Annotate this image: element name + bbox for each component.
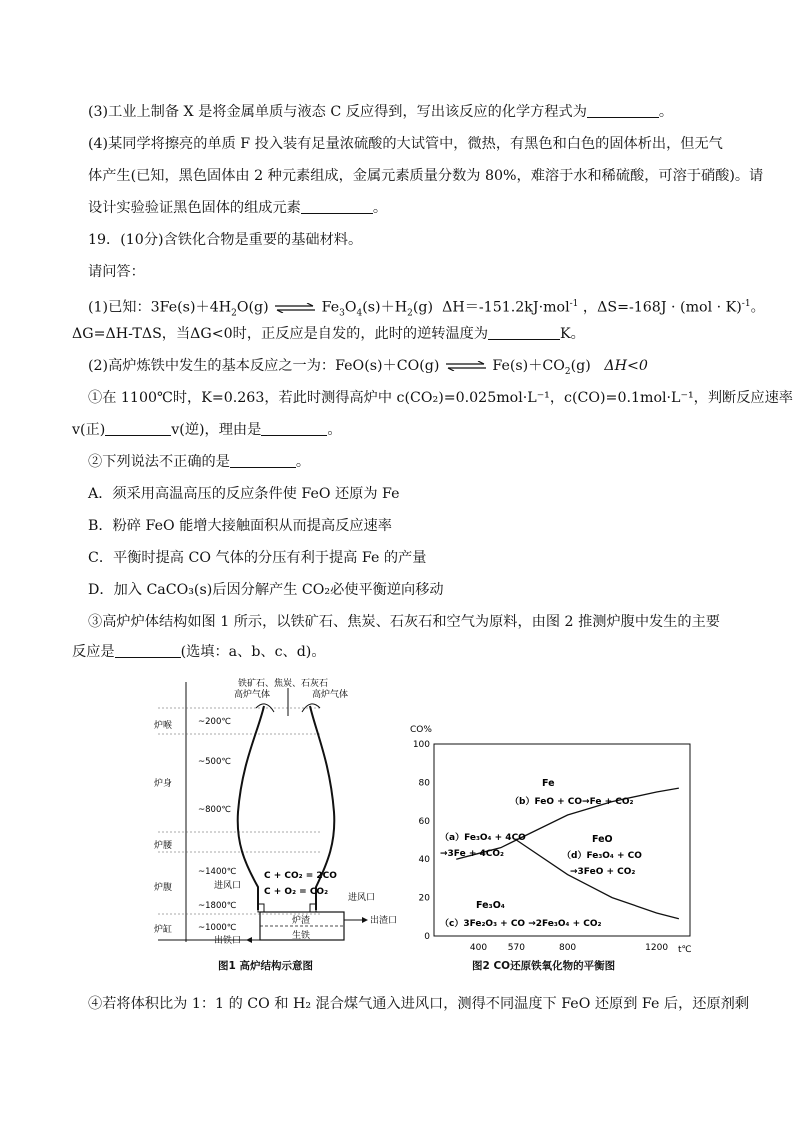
y-tick-label: 20	[418, 893, 430, 904]
zone-hearth: 炉缸	[154, 925, 173, 935]
q18-part4-line3: 设计实验验证黑色固体的组成元素 。	[88, 200, 388, 216]
y-tick-label: 80	[418, 778, 430, 789]
q19-part2-1-line1: ①在 1100℃时，K=0.263，若此时测得高炉中 c(CO₂)=0.025mol·L⁻¹，c(CO)=0.1mol·L⁻¹，判断反应速率	[88, 390, 793, 406]
gas-right-label: 高炉气体	[312, 690, 349, 700]
inlet-right-label: 进风口	[348, 893, 376, 903]
region-fe: Fe	[542, 778, 555, 789]
gas-left-label: 高炉气体	[234, 690, 271, 700]
answer-blank[interactable]	[261, 421, 327, 436]
figure-2-chart	[410, 722, 700, 958]
option-b: B．粉碎 FeO 能增大接触面积从而提高反应速率	[88, 518, 392, 534]
temp-label: ~500℃	[198, 757, 231, 767]
reaction-label: C + O₂ = CO₂	[264, 887, 329, 897]
temp-label: ~1000℃	[198, 923, 237, 933]
option-d: D．加入 CaCO₃(s)后因分解产生 CO₂必使平衡逆向移动	[88, 582, 444, 598]
x-axis-unit: t℃	[678, 945, 692, 955]
answer-blank[interactable]	[115, 643, 181, 658]
x-tick-label: 570	[507, 943, 525, 953]
zone-shaft: 炉身	[154, 779, 173, 789]
reaction-a-line2: →3Fe + 4CO₂	[440, 849, 504, 859]
q19-part1-line2: ΔG=ΔH-TΔS，当ΔG<0时，正反应是自发的，此时的逆转温度为 K。	[72, 326, 585, 342]
reaction-d-line1: （d）Fe₃O₄ + CO	[562, 851, 642, 861]
option-a: A．须采用高温高压的反应条件使 FeO 还原为 Fe	[88, 486, 400, 502]
temp-label: ~800℃	[198, 805, 231, 815]
answer-blank[interactable]	[230, 453, 296, 468]
figure-2-caption: 图2 CO还原铁氧化物的平衡图	[472, 960, 616, 972]
top-materials-label: 铁矿石、焦炭、石灰石	[238, 679, 329, 689]
x-tick-label: 400	[469, 943, 488, 953]
q19-title: 19．(10分)含铁化合物是重要的基础材料。	[88, 232, 363, 248]
y-axis-label: CO%	[410, 725, 432, 735]
q19-part2-1-line2: v(正) v(逆)，理由是 。	[72, 422, 342, 438]
y-tick-label: 40	[418, 855, 430, 866]
q19-ask: 请问答：	[88, 264, 145, 280]
temp-label: ~1400℃	[198, 867, 237, 877]
q18-part4-line1: (4)某同学将擦亮的单质 F 投入装有足量浓硫酸的大试管中，微热，有黑色和白色的固体析出，但无气	[88, 136, 723, 152]
furnace-shell-left	[238, 706, 264, 910]
reaction-d-line2: →3FeO + CO₂	[570, 867, 636, 877]
region-fe3o4: Fe₃O₄	[476, 900, 505, 911]
y-tick-label: 100	[412, 740, 430, 750]
q19-part1-line1: (1)已知：$3Fe(s)+4H_2O(g)$ $Fe_3O_4(s)+H_2(g)$ ΔH＝-151.2kJ·mol$^{-1}$ ，ΔS=-168J · (mol · K)$^{-1}$。	[88, 299, 765, 319]
q19-part2-3-line2: 反应是 (选填：a、b、c、d)。	[72, 644, 326, 660]
curve-b	[516, 788, 679, 840]
reaction-b: （b）FeO + CO→Fe + CO₂	[510, 797, 634, 807]
x-tick-label: 1200	[645, 943, 669, 953]
y-tick-label: 60	[418, 816, 430, 827]
reaction-c: （c）3Fe₂O₃ + CO →2Fe₃O₄ + CO₂	[440, 919, 602, 929]
equilibrium-arrow-icon	[444, 361, 488, 371]
q18-part4-line2: 体产生(已知，黑色固体由 2 种元素组成，金属元素质量分数为 80%，难溶于水和稀硫酸，可溶于硝酸)。请	[88, 168, 764, 184]
q18-part3: (3)工业上制备 X 是将金属单质与液态 C 反应得到，写出该反应的化学方程式为 。	[88, 104, 674, 120]
slag-out-label: 出渣口	[370, 916, 398, 926]
iron-label: 生铁	[292, 931, 311, 941]
reaction-label: C + CO₂ = 2CO	[264, 871, 337, 881]
iron-out-label: 出铁口	[214, 936, 242, 946]
q19-part2-2: ②下列说法不正确的是 。	[88, 454, 311, 470]
y-tick-label: 0	[424, 932, 430, 942]
furnace-axis	[158, 682, 322, 942]
answer-blank[interactable]	[301, 199, 373, 214]
option-c: C．平衡时提高 CO 气体的分压有利于提高 Fe 的产量	[88, 550, 427, 566]
slag-label: 炉渣	[292, 916, 311, 926]
answer-blank[interactable]	[105, 421, 171, 436]
zone-throat: 炉喉	[154, 721, 173, 731]
zone-bosh: 炉腹	[154, 883, 173, 893]
temp-label: ~1800℃	[198, 901, 237, 911]
temp-label: ~200℃	[198, 717, 231, 727]
zone-belly: 炉腰	[154, 841, 173, 851]
q19-part2-4: ④若将体积比为 1：1 的 CO 和 H₂ 混合煤气通入进风口，测得不同温度下 FeO 还原到 Fe 后，还原剂剩	[88, 996, 750, 1012]
answer-blank[interactable]	[587, 103, 659, 118]
figure-1-caption: 图1 高炉结构示意图	[218, 960, 313, 972]
x-tick-label: 800	[558, 943, 577, 953]
figure-1-blast-furnace	[152, 672, 402, 950]
inlet-left-label: 进风口	[214, 881, 242, 891]
answer-blank[interactable]	[488, 325, 560, 340]
equilibrium-arrow-icon	[273, 303, 317, 313]
region-feo: FeO	[592, 834, 613, 845]
q19-part2-3-line1: ③高炉炉体结构如图 1 所示，以铁矿石、焦炭、石灰石和空气为原料，由图 2 推测炉腹中发生的主要	[88, 614, 720, 630]
q19-part2: (2)高炉炼铁中发生的基本反应之一为：FeO(s)＋CO(g) $Fe(s)+CO_2(g)$ ΔH<0	[88, 358, 648, 377]
reaction-a-line1: （a）Fe₃O₄ + 4CO	[440, 833, 526, 843]
